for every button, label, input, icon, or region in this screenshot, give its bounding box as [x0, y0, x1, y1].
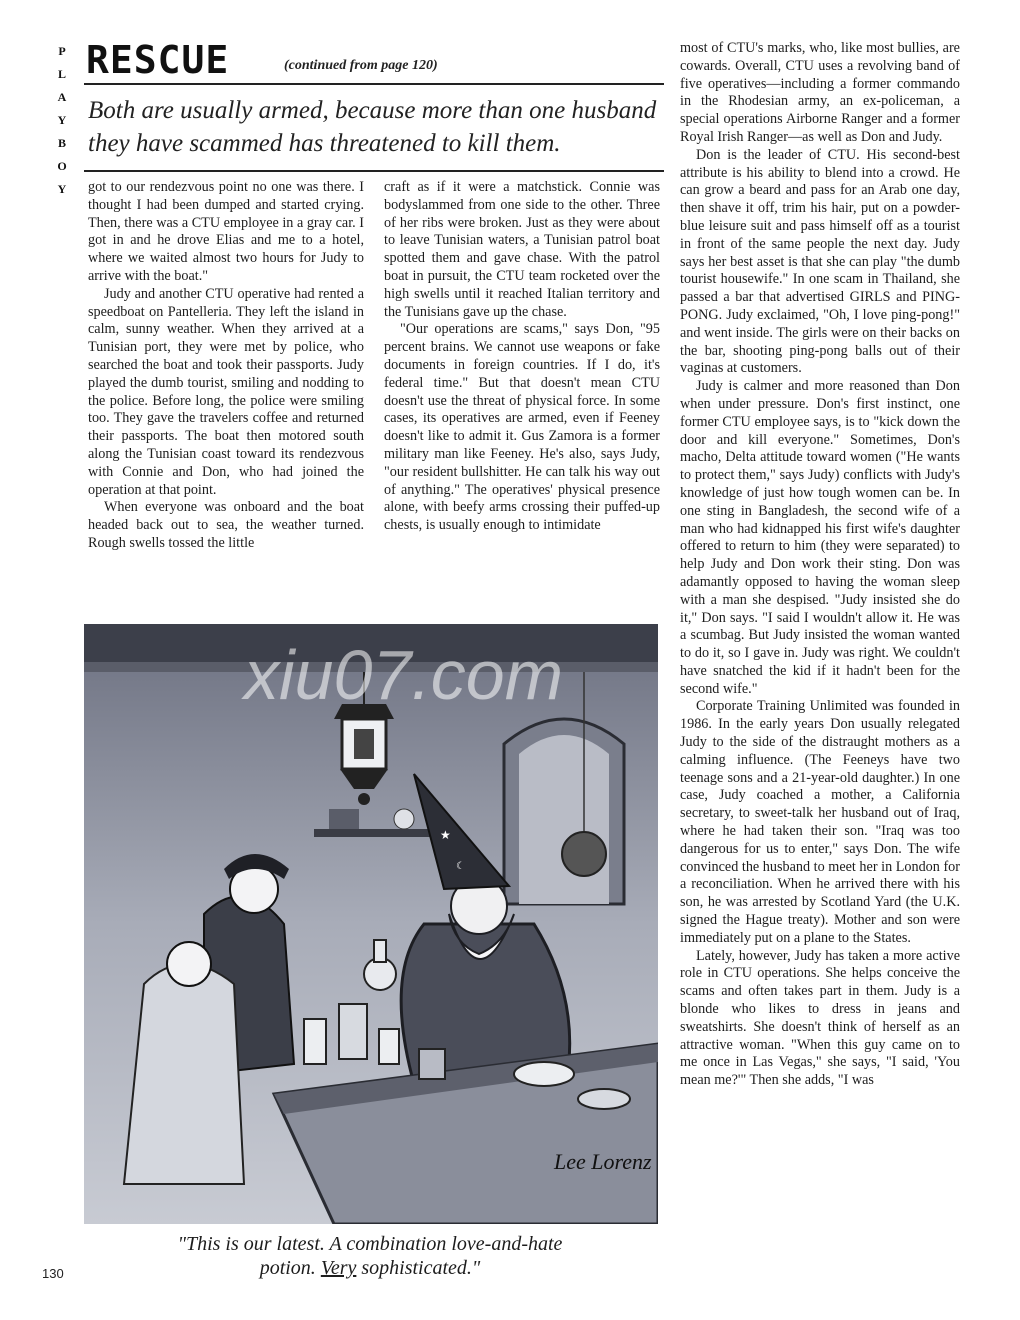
paragraph: craft as if it were a matchstick. Connie was bodyslammed from one side to the other. Three of her ribs were broken. Just as they were about to leave Tunisian waters, a Tunisian patrol boat spotted them and gave chase. With the patrol boat in pursuit, the CTU team rocketed over the high swells until it reached Italian territory and the Tunisians gave up the chase. [384, 179, 660, 320]
cartoon-caption [150, 1232, 590, 1280]
section-title: RESCUE [86, 38, 230, 82]
paragraph: got to our rendezvous point no one was there. I thought I had been dumped and started crying. Then, there was a CTU employee in a gray car. I got in and he drove Elias and me to a hotel, where we waited almost two hours for Judy to arrive with the boat." [88, 179, 364, 284]
paragraph: Corporate Training Unlimited was founded in 1986. In the early years Don usually relegated Judy to the side of the distraught mothers as a calming influence. (The Feeneys have two teenage sons and a 21-year-old daughter.) In one case, Judy coached a mother, a California secretary, to sweet-talk her husband out of Iraq, where he had taken their son. "Iraq was too dangerous for us to enter," says Don. The wife convinced the husband to meet her in London for a reconciliation. When he arrived there with his son, he was arrested by Scotland Yard (the U.K. signed the Hague treaty). Mother and son were immediately put on a plane to the States. [680, 698, 960, 946]
logo-letter: O [57, 159, 67, 173]
paragraph: When everyone was onboard and the boat headed back out to sea, the weather turned. Rough swells tossed the little [88, 499, 364, 551]
paragraph: Lately, however, Judy has taken a more active role in CTU operations. She helps conceive the scams and often takes part in them. Judy is a blonde who likes to dress in jeans and sweatshirts. She doesn't think of herself as an attractive woman. "When this guy came on to me once in Las Vegas," she says, "I said, 'You mean me?'" Then she adds, "I was [680, 947, 960, 1089]
paragraph: most of CTU's marks, who, like most bullies, are cowards. Overall, CTU uses a revolving band of five operatives—including a former commando in the Rhodesian army, an ex-policeman, a special operations Airborne Ranger and a former Royal Irish Ranger—as well as Don and Judy. [680, 40, 960, 145]
logo-letter: Y [57, 113, 67, 127]
logo-letter: L [57, 67, 66, 81]
paragraph: Judy and another CTU operative had rented a speedboat on Pantelleria. They left the island in calm, sunny weather. When they arrived at a Tunisian port, they were met by police, who searched the boat and took their passports. Judy played the dumb tourist, smiling and nodding to the police. Before long, the police were smiling too. They gave the travelers coffee and returned their passports. The boat then motored south along the Tunisian coast toward its rendezvous with Connie and Don, who had joined the operation at that point. [88, 285, 364, 498]
paragraph: Judy is calmer and more reasoned than Don when under pressure. Don's first instinct, one former CTU employee says, is to "kick down the door and kill everyone." Sometimes, Don's macho, Delta attitude toward women ("He wants to protect them," says Judy) conflicts with Judy's knowledge of just how tough women can be. In one sting in Bangladesh, the second wife of a man who had kidnapped his first wife's daughter offered to return to him (they were separated) to help Judy and Don work their sting. Don was adamantly opposed to having the woman sleep with a man she despised. "Judy insisted she do it," Don says. "I said I wouldn't allow it. He was a scumbag. But Judy insisted the woman wanted to do it, so I gave in. Judy was right. We couldn't have snatched the kid if it hadn't been for the second wife." [680, 378, 960, 697]
text-column-middle [384, 179, 660, 535]
paragraph: "Our operations are scams," says Don, "95 percent brains. We cannot use weapons or fake documents in foreign countries. If I do, it's federal time." But that doesn't mean CTU doesn't use the threat of physical force. In some cases, its operatives are armed, even if Feeney doesn't like to admit it. Gus Zamora is a former military man like Feeney. He's also, says Judy, "our resident bullshitter. He can talk his way out of anything." The operatives' physical presence alone, with beefy arms crossing their puffed-up chests, is usually enough to intimidate [384, 321, 660, 534]
pull-quote-rule [84, 170, 664, 172]
wizard-shop-drawing [84, 624, 658, 1224]
pull-quote: Both are usually armed, because more than one husband they have scammed has threatened to kill them. [88, 97, 657, 157]
caption-text-end: sophisticated." [356, 1257, 481, 1279]
logo-letter: B [57, 136, 66, 150]
continued-note: (continued from page 120) [284, 58, 438, 73]
watermark: xiu07.com [244, 636, 564, 714]
magazine-logo-vertical [52, 40, 72, 201]
svg-text:★: ★ [440, 828, 451, 842]
logo-letter: P [58, 44, 66, 58]
text-column-left [88, 179, 364, 553]
artist-signature: Lee Lorenz [554, 1149, 652, 1174]
cartoon-illustration [84, 624, 658, 1224]
caption-text-start: "This is our latest. A combination love-and-hate potion. [177, 1233, 563, 1279]
logo-letter: A [57, 90, 67, 104]
header-rule [84, 83, 664, 85]
svg-text:☾: ☾ [456, 861, 465, 872]
caption-emphasis: Very [320, 1257, 357, 1279]
text-column-right [680, 40, 960, 1090]
page-number: 130 [42, 1266, 64, 1281]
logo-letter: Y [57, 182, 67, 196]
paragraph: Don is the leader of CTU. His second-best attribute is his ability to blend into a crowd. He can grow a beard and pass for an Arab one day, then shave it off, trim his hair, put on a powder-blue leisure suit and pass himself off as a tourist in front of the same people the next day. Judy says her best asset is that she can play "the dumb tourist housewife." In one scam in Thailand, she passed a bar that advertised GIRLS and PING-PONG. Judy exclaimed, "Oh, I love ping-pong!" and went inside. The girls were on their backs on the bar, shooting ping-pong balls out of their vaginas at customers. [680, 146, 960, 377]
